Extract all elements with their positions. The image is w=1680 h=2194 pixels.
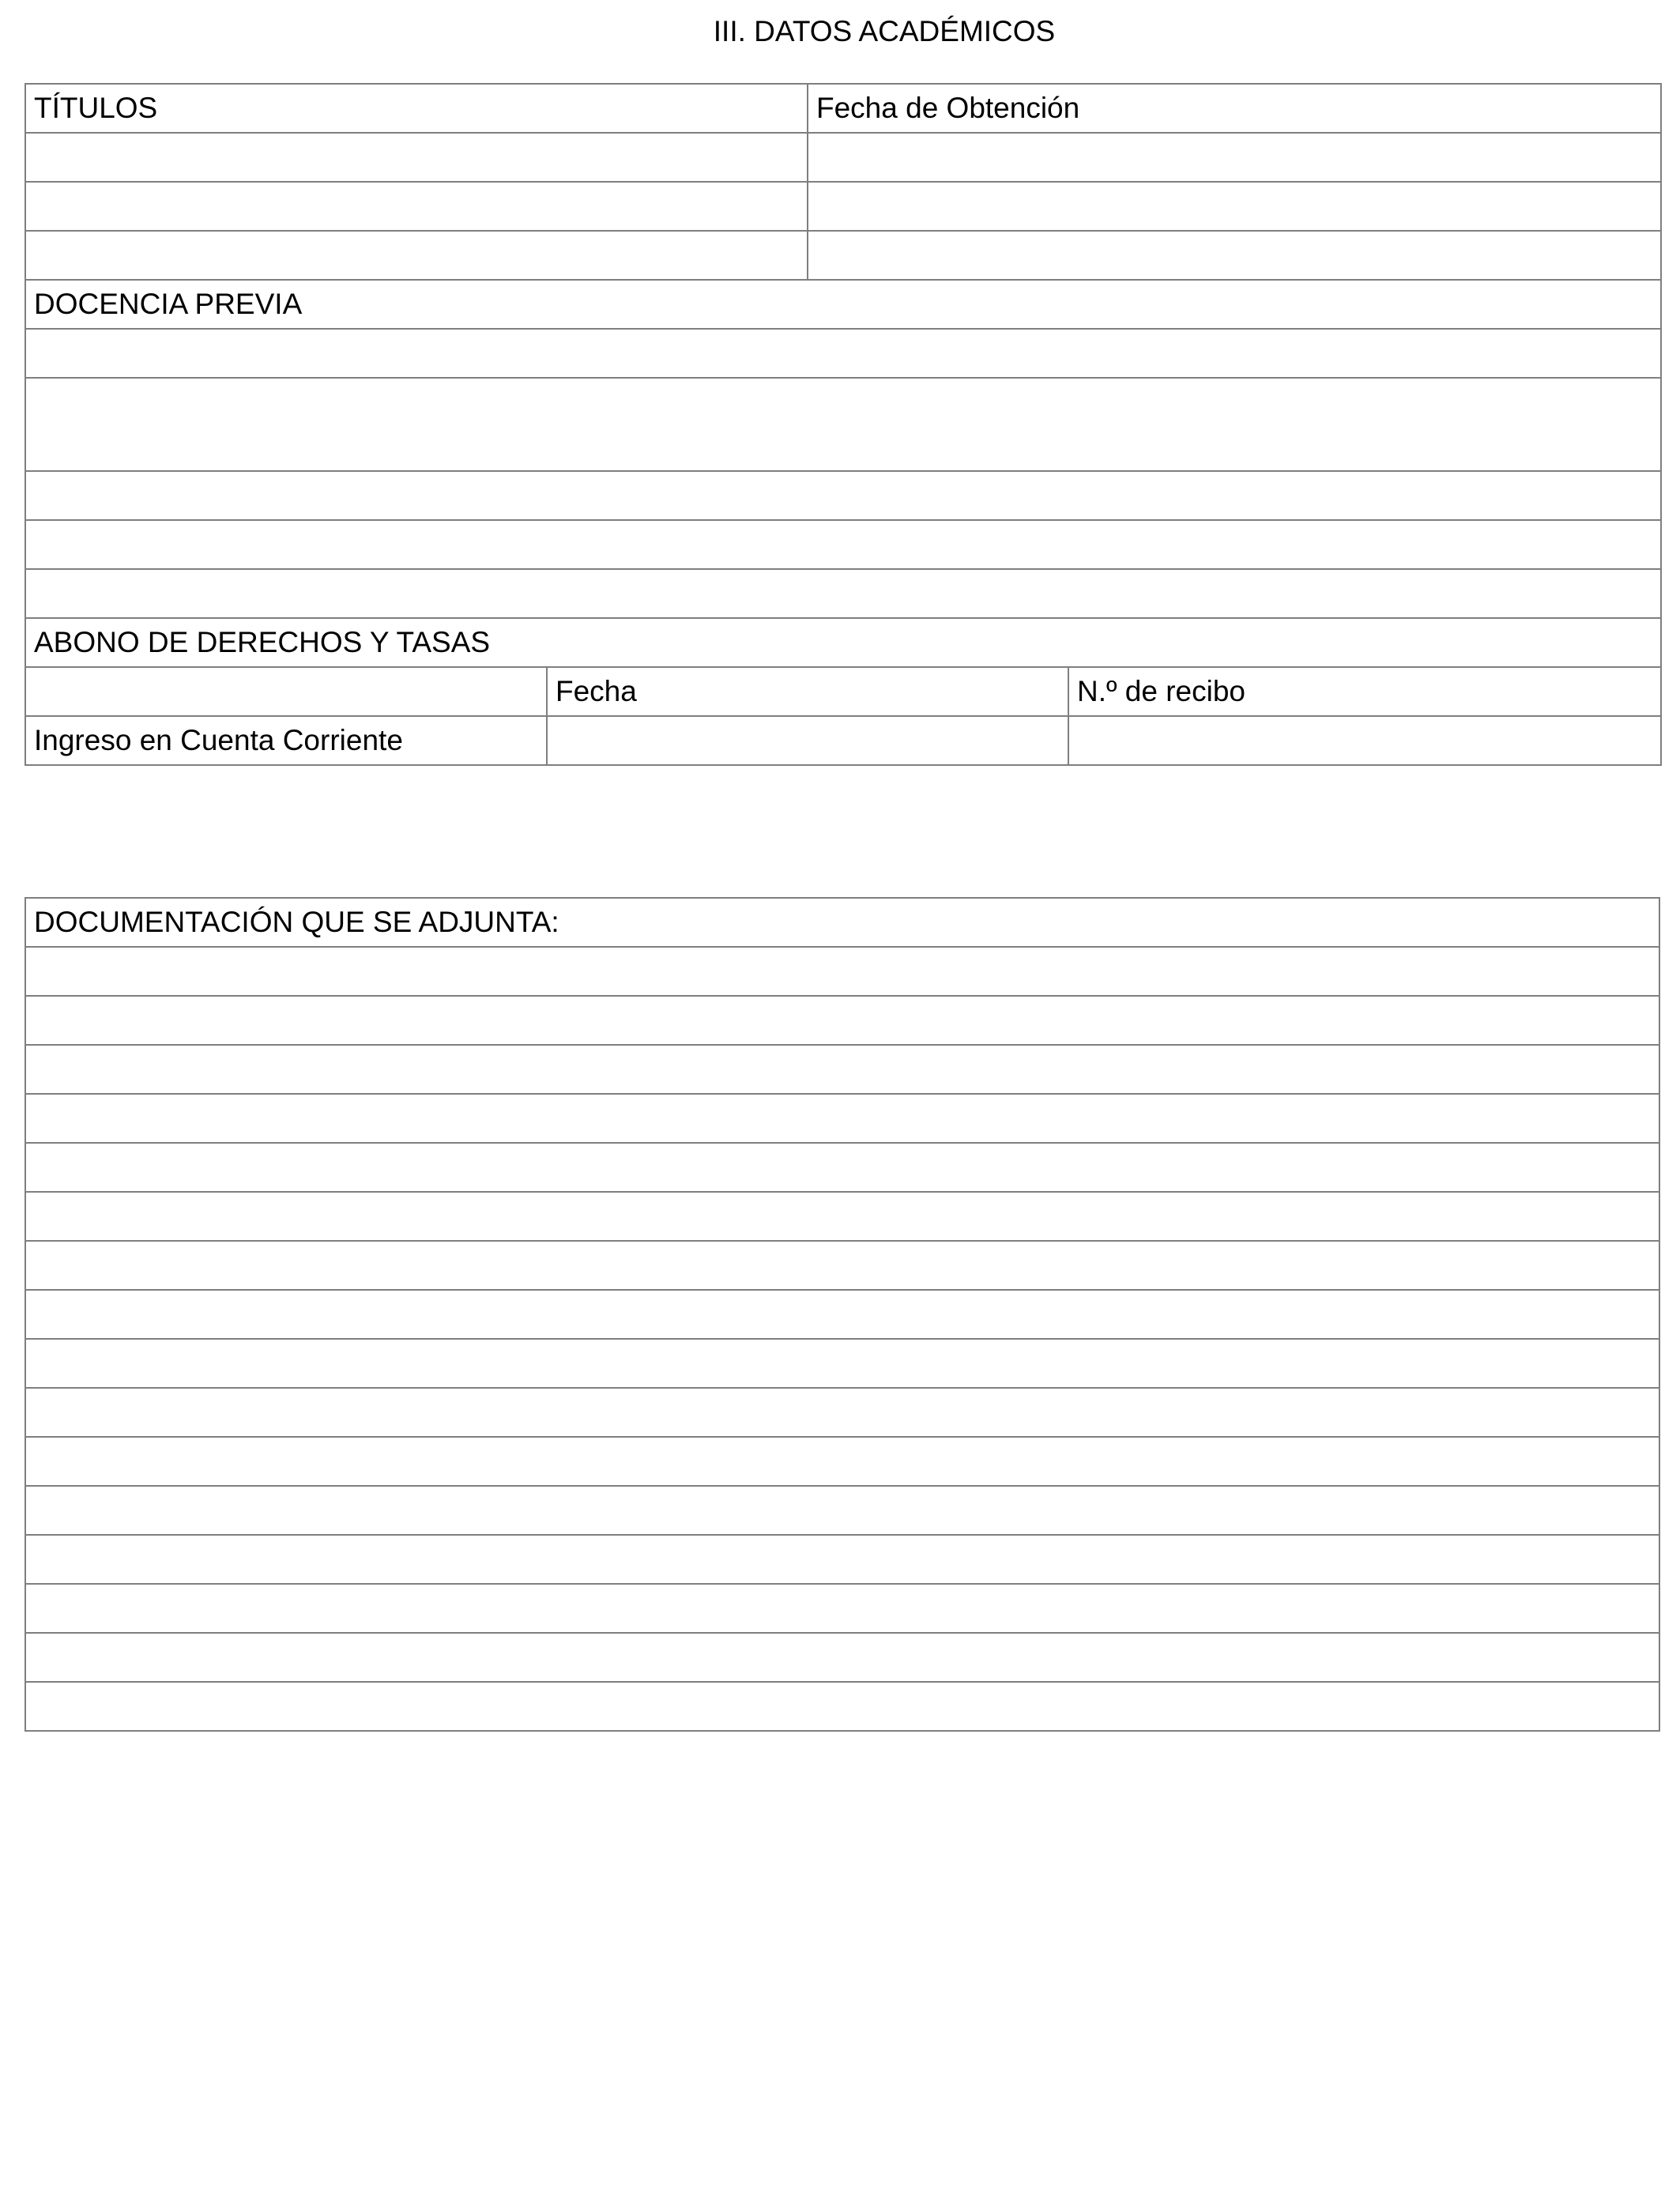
docencia-field[interactable] bbox=[25, 329, 1661, 378]
documentation-table bbox=[24, 897, 1660, 1732]
documentacion-row bbox=[25, 1143, 1659, 1192]
documentacion-field[interactable] bbox=[25, 947, 1659, 996]
documentacion-row bbox=[25, 947, 1659, 996]
titulos-header-row bbox=[25, 84, 1661, 133]
fecha-obtencion-header: Fecha de Obtención bbox=[808, 84, 1661, 133]
titulo-field[interactable] bbox=[25, 133, 808, 182]
documentacion-row bbox=[25, 1290, 1659, 1339]
documentacion-row bbox=[25, 1241, 1659, 1290]
academic-data-table bbox=[24, 83, 1662, 766]
documentacion-row bbox=[25, 1633, 1659, 1682]
documentacion-field[interactable] bbox=[25, 1143, 1659, 1192]
abono-fecha-field[interactable] bbox=[547, 716, 1068, 765]
abono-ingreso-row bbox=[25, 716, 1661, 765]
documentacion-row bbox=[25, 1584, 1659, 1633]
titulo-field[interactable] bbox=[25, 231, 808, 280]
docencia-row bbox=[25, 378, 1661, 471]
titulo-row bbox=[25, 231, 1661, 280]
docencia-row bbox=[25, 569, 1661, 618]
docencia-row bbox=[25, 329, 1661, 378]
abono-empty-header bbox=[25, 667, 547, 716]
abono-fecha-header: Fecha bbox=[547, 667, 1068, 716]
documentacion-row bbox=[25, 1339, 1659, 1388]
abono-columns-row bbox=[25, 667, 1661, 716]
documentacion-header-row bbox=[25, 898, 1659, 947]
documentacion-field[interactable] bbox=[25, 1192, 1659, 1241]
docencia-field[interactable] bbox=[25, 471, 1661, 520]
abono-header-row bbox=[25, 618, 1661, 667]
titulo-row bbox=[25, 182, 1661, 231]
documentacion-field[interactable] bbox=[25, 996, 1659, 1045]
documentacion-field[interactable] bbox=[25, 1094, 1659, 1143]
docencia-field[interactable] bbox=[25, 520, 1661, 569]
documentacion-row bbox=[25, 1045, 1659, 1094]
fecha-obtencion-field[interactable] bbox=[808, 133, 1661, 182]
documentacion-field[interactable] bbox=[25, 1241, 1659, 1290]
documentacion-row bbox=[25, 1682, 1659, 1731]
titulo-row bbox=[25, 133, 1661, 182]
documentacion-field[interactable] bbox=[25, 1633, 1659, 1682]
titulos-header: TÍTULOS bbox=[25, 84, 808, 133]
docencia-row bbox=[25, 471, 1661, 520]
docencia-row bbox=[25, 520, 1661, 569]
documentacion-field[interactable] bbox=[25, 1682, 1659, 1731]
docencia-field[interactable] bbox=[25, 378, 1661, 471]
documentacion-field[interactable] bbox=[25, 1584, 1659, 1633]
documentacion-row bbox=[25, 1192, 1659, 1241]
documentacion-field[interactable] bbox=[25, 1290, 1659, 1339]
ingreso-cuenta-label: Ingreso en Cuenta Corriente bbox=[25, 716, 547, 765]
titulo-field[interactable] bbox=[25, 182, 808, 231]
abono-recibo-header: N.º de recibo bbox=[1068, 667, 1661, 716]
documentacion-field[interactable] bbox=[25, 1535, 1659, 1584]
docencia-previa-header: DOCENCIA PREVIA bbox=[25, 280, 1661, 329]
documentacion-row bbox=[25, 1437, 1659, 1486]
documentacion-field[interactable] bbox=[25, 1437, 1659, 1486]
section-title: III. DATOS ACADÉMICOS bbox=[713, 15, 1056, 47]
documentacion-field[interactable] bbox=[25, 1486, 1659, 1535]
documentacion-header: DOCUMENTACIÓN QUE SE ADJUNTA: bbox=[25, 898, 1659, 947]
docencia-header-row bbox=[25, 280, 1661, 329]
abono-recibo-field[interactable] bbox=[1068, 716, 1661, 765]
fecha-obtencion-field[interactable] bbox=[808, 182, 1661, 231]
documentacion-row bbox=[25, 1486, 1659, 1535]
documentacion-field[interactable] bbox=[25, 1045, 1659, 1094]
documentacion-row bbox=[25, 996, 1659, 1045]
documentacion-row bbox=[25, 1535, 1659, 1584]
documentacion-row bbox=[25, 1094, 1659, 1143]
fecha-obtencion-field[interactable] bbox=[808, 231, 1661, 280]
docencia-field[interactable] bbox=[25, 569, 1661, 618]
documentacion-field[interactable] bbox=[25, 1388, 1659, 1437]
abono-derechos-header: ABONO DE DERECHOS Y TASAS bbox=[25, 618, 1661, 667]
documentacion-field[interactable] bbox=[25, 1339, 1659, 1388]
documentacion-row bbox=[25, 1388, 1659, 1437]
